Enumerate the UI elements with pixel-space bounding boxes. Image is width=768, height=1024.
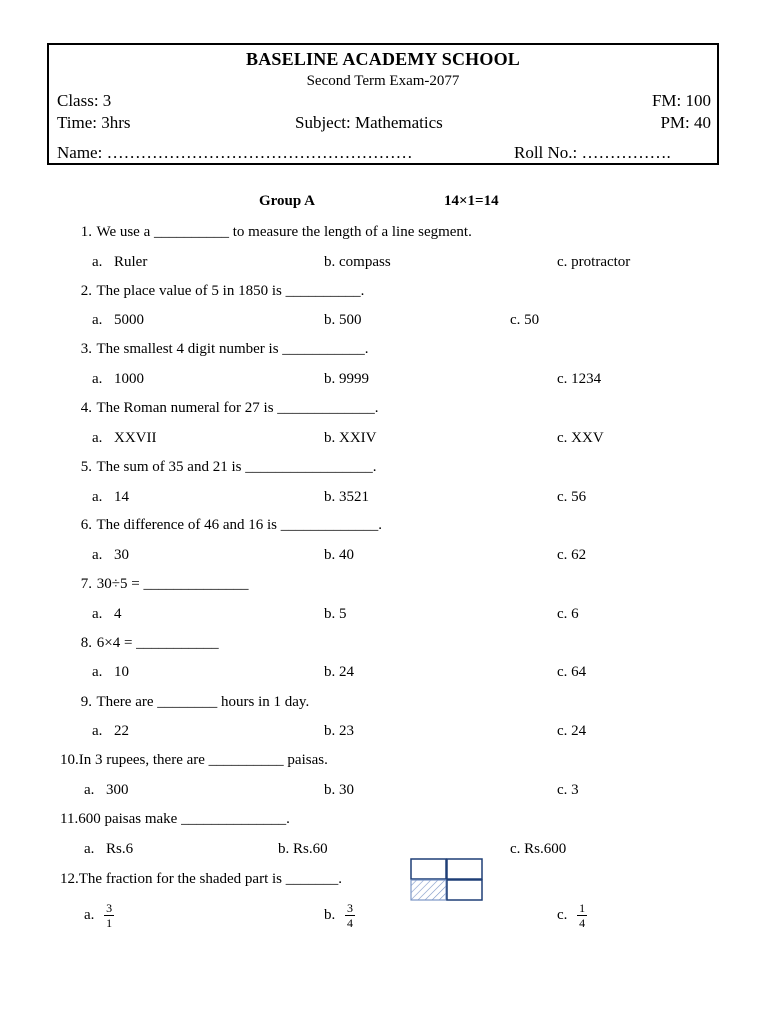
q9-option-b: b. 23 [324, 723, 354, 739]
q7-option-b: b. 5 [324, 606, 347, 622]
q10-option-a: a. 300 [84, 782, 129, 798]
q1-option-b: b. compass [324, 254, 391, 270]
q12-option-c-fraction: $\frac{1}{4}$ [579, 901, 586, 930]
question-9: 9. There are ________ hours in 1 day. [80, 694, 310, 710]
time-label: Time: 3hrs [57, 113, 131, 132]
school-name: BASELINE ACADEMY SCHOOL [246, 49, 520, 69]
question-10: 10.In 3 rupees, there are __________ paisas. [60, 752, 328, 768]
subject-label: Subject: Mathematics [295, 113, 443, 132]
q5-option-b: b. 3521 [324, 489, 369, 505]
q11-option-c: c. Rs.600 [510, 841, 567, 857]
q5-option-c: c. 56 [557, 489, 587, 505]
exam-header-box [47, 43, 719, 165]
q11-option-a: a. Rs.6 [84, 841, 134, 857]
question-4: 4. The Roman numeral for 27 is _____________. [80, 400, 379, 416]
q4-option-a: a. XXVII [92, 430, 157, 446]
exam-title: Second Term Exam-2077 [306, 73, 460, 89]
q2-option-a: a. 5000 [92, 312, 144, 328]
full-marks: FM: 100 [651, 91, 711, 110]
question-7: 7. 30÷5 = ______________ [80, 576, 249, 592]
q6-option-c: c. 62 [557, 547, 587, 563]
q10-option-c: c. 3 [557, 782, 579, 798]
q1-option-a: a. Ruler [92, 254, 148, 270]
grid-cell-bottom-right [447, 880, 482, 900]
q2-option-b: b. 500 [324, 312, 362, 328]
fraction-grid-figure [410, 858, 484, 902]
q12-option-a-fraction: $\frac{3}{1}$ [106, 901, 113, 930]
question-2: 2. The place value of 5 in 1850 is __________. [80, 283, 365, 299]
question-6: 6. The difference of 46 and 16 is _____________. [80, 517, 382, 533]
grid-cell-top-right [447, 859, 482, 879]
q7-option-a: a. 4 [92, 606, 122, 622]
grid-cell-bottom-left-shaded [411, 880, 446, 900]
group-marks: 14×1=14 [444, 193, 499, 209]
q12-option-a: a. $\frac{3}{1}$ [84, 901, 113, 930]
question-12: 12.The fraction for the shaded part is _______. [60, 871, 343, 887]
q3-option-c: c. 1234 [557, 371, 602, 387]
group-title: Group A [259, 193, 315, 209]
q3-option-b: b. 9999 [324, 371, 369, 387]
q8-option-c: c. 64 [557, 664, 587, 680]
q5-option-a: a. 14 [92, 489, 129, 505]
name-field: Name: ……………………………………………… [57, 143, 413, 162]
q9-option-a: a. 22 [92, 723, 129, 739]
question-8: 8. 6×4 = ___________ [80, 635, 219, 651]
q8-option-b: b. 24 [324, 664, 354, 680]
q4-option-b: b. XXIV [324, 430, 377, 446]
q11-option-b: b. Rs.60 [278, 841, 328, 857]
q12-option-c: c. $\frac{1}{4}$ [557, 901, 586, 930]
question-11: 11.600 paisas make ______________. [60, 811, 290, 827]
pass-marks: PM: 40 [660, 113, 711, 132]
q12-option-b-fraction: $\frac{3}{4}$ [347, 901, 353, 930]
question-1: 1. We use a __________ to measure the length of a line segment. [80, 224, 472, 240]
q9-option-c: c. 24 [557, 723, 587, 739]
grid-cell-top-left [411, 859, 446, 879]
class-label: Class: 3 [57, 91, 112, 110]
q3-option-a: a. 1000 [92, 371, 144, 387]
q7-option-c: c. 6 [557, 606, 579, 622]
q2-option-c: c. 50 [510, 312, 540, 328]
q4-option-c: c. XXV [557, 430, 604, 446]
q8-option-a: a. 10 [92, 664, 129, 680]
q1-option-c: c. protractor [557, 254, 631, 270]
q12-option-b: b. $\frac{3}{4}$ [324, 901, 353, 930]
q10-option-b: b. 30 [324, 782, 354, 798]
roll-number-field: Roll No.: ……………. [514, 143, 671, 162]
question-5: 5. The sum of 35 and 21 is _________________. [80, 459, 377, 475]
q6-option-b: b. 40 [324, 547, 354, 563]
q6-option-a: a. 30 [92, 547, 129, 563]
question-3: 3. The smallest 4 digit number is ___________. [80, 341, 369, 357]
